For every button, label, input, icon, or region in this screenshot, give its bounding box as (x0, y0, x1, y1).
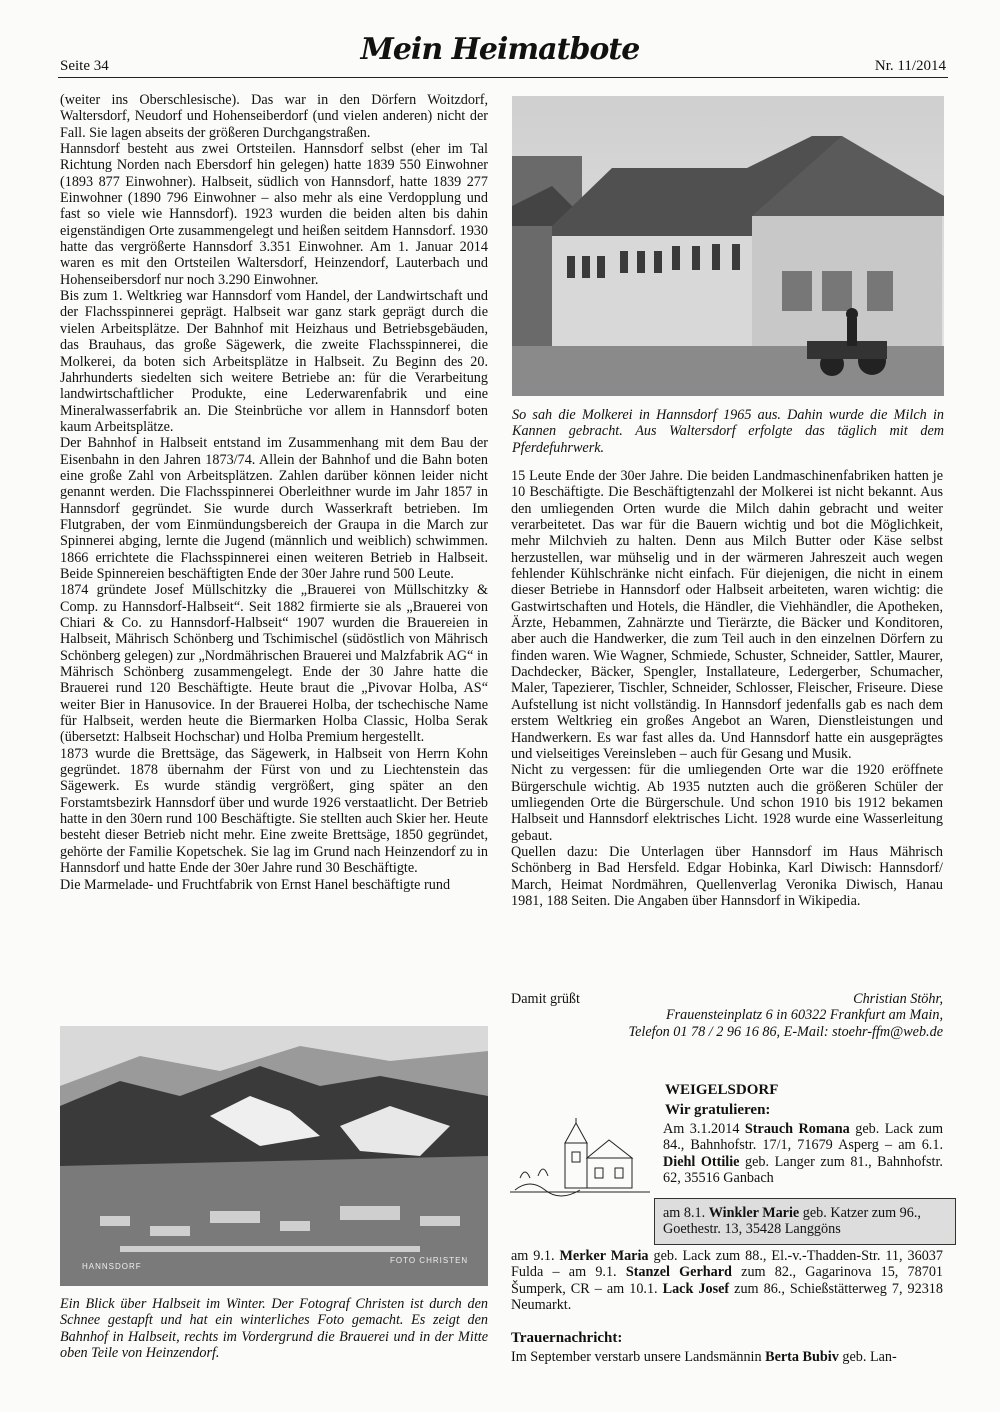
dairy-photo-caption: So sah die Molkerei in Hannsdorf 1965 aus. Dahin wurde die Milch in Kannen gebracht. Aus Waltersdorf erfolgte das täglich mit dem Pferdefuhrwerk. (512, 407, 944, 456)
paragraph: 15 Leute Ende der 30er Jahre. Die beiden Landmaschinenfabriken hatten je 10 Beschäftigte. Die Beschäftigtenzahl der Molkerei ist nicht bekannt. Aus den umliegenden Orten wurde die Milch dahin gebracht und weiter verarbeitetet. Das war für die Bauern wichtig und bot die Möglichkeit, mehr Milchvieh zu halten. Denn aus Milch Butter oder Käse selbst herzustellen, war mühselig und in der wärmeren Jahreszeit auch wegen fehlender Kühlschränke nicht einfach. Für diejenigen, die nicht in einem dieser Betriebe in Hannsdorf oder Halbseit arbeiteten, waren wichtig: die Gastwirtschaften und Hotels, die Händler, die Viehhändler, die Apotheken, Ärzte, Hebammen, Zahnärzte und Tierärzte, die Bäcker und Konditoren, aber auch die Handwerker, die zum Teil auch in den einzelnen Dörfern zu finden waren. Wie Wagner, Schmiede, Schuster, Schneider, Sattler, Maurer, Dachdecker, Bäcker, Spengler, Installateure, Ledergerber, Schumacher, Maler, Tapezierer, Tischler, Schneider, Schlosser, Fleischer, Friseure. Diese Aufstellung ist nicht vollständig. In Hannsdorf jedenfalls gab es nach dem erstem Weltkrieg ein großes Angebot an Waren, Dienstleistungen und Handwerkern. Es war fast alles da. Und Hannsdorf hatte ein ausgeprägtes und vielseitiges Vereinsleben – auch für Gesang und Musik. (511, 468, 943, 762)
author-address: Frauensteinplatz 6 in 60322 Frankfurt am Main, (665, 1007, 943, 1024)
photo-label-place: HANNSDORF (82, 1262, 142, 1271)
issue-number: Nr. 11/2014 (874, 58, 946, 74)
paragraph: (weiter ins Oberschlesische). Das war in den Dörfern Woitzdorf, Waltersdorf, Neudorf und Hohenseiberdorf (und vielen anderen) nicht der Fall. Sie lagen abseits der größeren Durchgangstraßen. (60, 92, 488, 141)
person-name: Lack Josef (662, 1280, 730, 1297)
paragraph: Hannsdorf besteht aus zwei Ortsteilen. Hannsdorf selbst (eher im Tal Richtung Norden nach Ebersdorf hin gelegen) hatte 1839 550 Einwohner (1893 877 Einwohner). Halbseit, südlich von Hannsdorf, hatte 1839 277 Einwohner (1890 796 Einwohner – also mehr als eine Verdopplung und fast so viele wie Hannsdorf). 1923 wurden die beiden alten bis dahin eigenständigen Orte zusammengelegt und heißen seitdem Hannsdorf. 1930 hatte das vergrößerte Hannsdorf 3.351 Einwohner. Am 1. Januar 2014 waren es mit den Ortsteilen Waltersdorf, Heinzendorf, Lauterbach und Hohenseibersdorf nur noch 3.290 Einwohner. (60, 141, 488, 288)
person-name: Stanzel Gerhard (625, 1264, 732, 1281)
entry-text: geb. Lack zum 88., El.-v.-Thadden-Str. 11, 36037 Fulda – am 9.1. (511, 1248, 943, 1281)
entry-text: am 9.1. (511, 1248, 560, 1264)
author-name: Christian Stöhr, (853, 991, 943, 1007)
entry-text: geb. Lack zum 84., Bahnhofstr. 17/1, 71679 Asperg – am 6.1. (663, 1121, 944, 1154)
masthead: Mein Heimatbote (360, 32, 640, 67)
page-number: Seite 34 (60, 58, 109, 74)
paragraph: 1873 wurde die Brettsäge, das Sägewerk, in Halbseit von Herrn Kohn gegründet. 1878 übernahm der Fürst von und zu Liechtenstein das Sägewerk. Es wurde ständig vergrößert, ging später an den Forstamtsbezirk Hannsdorf über und wurde 1926 verstaatlicht. Der Betrieb hatte in den 30ern rund 100 Beschäftigte. Sie stellten auch Skier her. Heute besteht dieser Betrieb nicht mehr. Eine zweite Brettsäge, 1850 gegründet, gehörte der Familie Kopetschek. Sie lag im Grund nach Heinzendorf zu in Hannsdorf und hatte Ende der 30er Jahre rund 30 Beschäftigte. (60, 745, 488, 877)
church-illustration (510, 1118, 650, 1200)
greeting: Damit grüßt (511, 991, 580, 1007)
congratulation-entries-continued (511, 1248, 943, 1313)
paragraph: Der Bahnhof in Halbseit entstand im Zusammenhang mit dem Bau der Eisenbahn in den Jahren 1873/74. Allein der Bahnhof und die Bahn boten eine große Zahl von Arbeitsplätzen. Zahlen darüber können leider nicht genannt werden. Die Flachsspinnerei Oberleithner wurde im Jahr 1857 in Hannsdorf gegründet. Sie wurde durch Wasserkraft betrieben. Im Flutgraben, der vom Einmündungsbereich der Graupa in die March zur Spinnerei abging, lernte die Jugend (männlich und weiblich) schwimmen. 1866 errichtete die Flachsspinnerei einen weiteren Betrieb in Halbseit. Beide Spinnereien beschäftigten Ende der 30er Jahre rund 500 Leute. (60, 435, 488, 582)
paragraph: Nicht zu vergessen: für die umliegenden Orte war die 1920 eröffnete Bürgerschule wichtig. Ab 1935 nutzten auch die größeren Schüler der umliegenden Orte die Bürgerschule. Und schon 1910 bis 1912 bekamen Halbseit und Hannsdorf elektrisches Licht. 1928 wurde eine Wasserleitung gebaut. (511, 762, 943, 844)
entry-text: zum 82., Gagarinova 15, 78701 Šumperk, CR – am 10.1. (511, 1264, 944, 1297)
entry-text: Im September verstarb unsere Landsmännin (511, 1349, 766, 1365)
dairy-photo-image (512, 96, 944, 396)
right-column (511, 468, 943, 909)
author-contact: Telefon 01 78 / 2 96 16 86, E-Mail: stoehr-ffm@web.de (628, 1023, 943, 1040)
paragraph: Die Marmelade- und Fruchtfabrik von Ernst Hanel beschäftigte rund (60, 876, 451, 893)
obituary-text (511, 1349, 943, 1365)
entry-text: am 8.1. (663, 1205, 709, 1221)
header-rule (58, 77, 948, 78)
subheading-congratulations: Wir gratulieren: (665, 1102, 771, 1118)
section-heading-weigelsdorf: WEIGELSDORF (665, 1082, 779, 1098)
paragraph: Quellen dazu: Die Unterlagen über Hannsdorf im Haus Mährisch Schönberg in Bad Hersfeld. Edgar Hobinka, Karl Diwisch: Hannsdorf/ March, Heimat Nordmähren, Quellenverlag Veronika Diwisch, Hanau 1981, 188 Seiten. Die Angaben über Hannsdorf in Wikipedia. (511, 843, 943, 909)
entry-text: Am 3.1.2014 (663, 1121, 745, 1137)
congratulation-entries (663, 1121, 943, 1186)
photo-label-credit: FOTO CHRISTEN (390, 1256, 469, 1265)
entry-text: zum 86., Schießstätterweg 7, 92318 Neumarkt. (511, 1280, 943, 1313)
author-signature (511, 991, 943, 1040)
entry-text: geb. Katzer zum 96., Goethestr. 13, 35428 Langgöns (663, 1205, 921, 1238)
paragraph: 1874 gründete Josef Müllschitzky die „Brauerei von Müllschitzky & Comp. zu Hannsdorf-Halbseit“. Seit 1882 firmierte sie als „Brauerei von Chiari & Co. zu Hannsdorf-Halbseit“ 1907 wurden die Brauereien in Halbseit, Mährisch Schönberg und Tschimischel (südöstlich von Mährisch Schönberg gelegen) zur „Nordmährischen Brauerei und Malzfabrik AG“ in Mährisch Schönberg zusammengelegt. Ende der 30 Jahre hatte die Brauerei rund 120 Beschäftigte. Heute braut die „Pivovar Holba, AS“ weiter Bier in Hanusovice. In der Brauerei Holba, der tschechische Name für Halbseit, werden heute die Biermarken Holba Classic, Holba Serak (übersetzt: Halbseit Hochschar) und Holba Premium hergestellt. (60, 582, 488, 746)
entry-text: geb. Langer zum 81., Bahnhofstr. 62, 35516 Ganbach (663, 1153, 943, 1186)
entry-text: geb. Lan- (838, 1349, 897, 1365)
highlighted-entry-box (654, 1198, 956, 1245)
left-column (60, 92, 488, 893)
paragraph: Bis zum 1. Weltkrieg war Hannsdorf vom Handel, der Landwirtschaft und der Flachsspinnerei geprägt. Halbseit war ganz stark geprägt durch die vielen Arbeitsplätze. Der Bahnhof mit Heizhaus und Betriebsgebäuden, das Brauhaus, das große Sägewerk, die zweite Flachsspinnerei, die Molkerei, da boten sich Arbeitsplätze in Halbseit. Zu Beginn des 20. Jahrhunderts siedelten sich weitere Betriebe an: für die Verarbeitung landwirtschaftlicher Produkte, eine Lederwarenfabrik und eine Mineralwasserfabrik an. Die Steinbrüche vor allem in Hannsdorf boten kaum Arbeitsplätze. (60, 288, 488, 435)
person-name: Berta Bubiv (765, 1349, 839, 1365)
dairy-photo (512, 96, 944, 396)
person-name: Strauch Romana (744, 1121, 850, 1137)
person-name: Diehl Ottilie (663, 1153, 740, 1170)
person-name: Winkler Marie (708, 1205, 800, 1221)
subheading-obituary: Trauernachricht: (511, 1330, 623, 1346)
person-name: Merker Maria (559, 1248, 649, 1264)
winter-photo-image (60, 1026, 488, 1286)
winter-photo-caption: Ein Blick über Halbseit im Winter. Der Fotograf Christen ist durch den Schnee gestapft und hat ein winterliches Foto gemacht. Es zeigt den Bahnhof in Halbseit, rechts im Vordergrund die Brauerei und in der Mitte oben Teile von Heinzendorf. (60, 1296, 488, 1361)
winter-photo (60, 1026, 488, 1286)
